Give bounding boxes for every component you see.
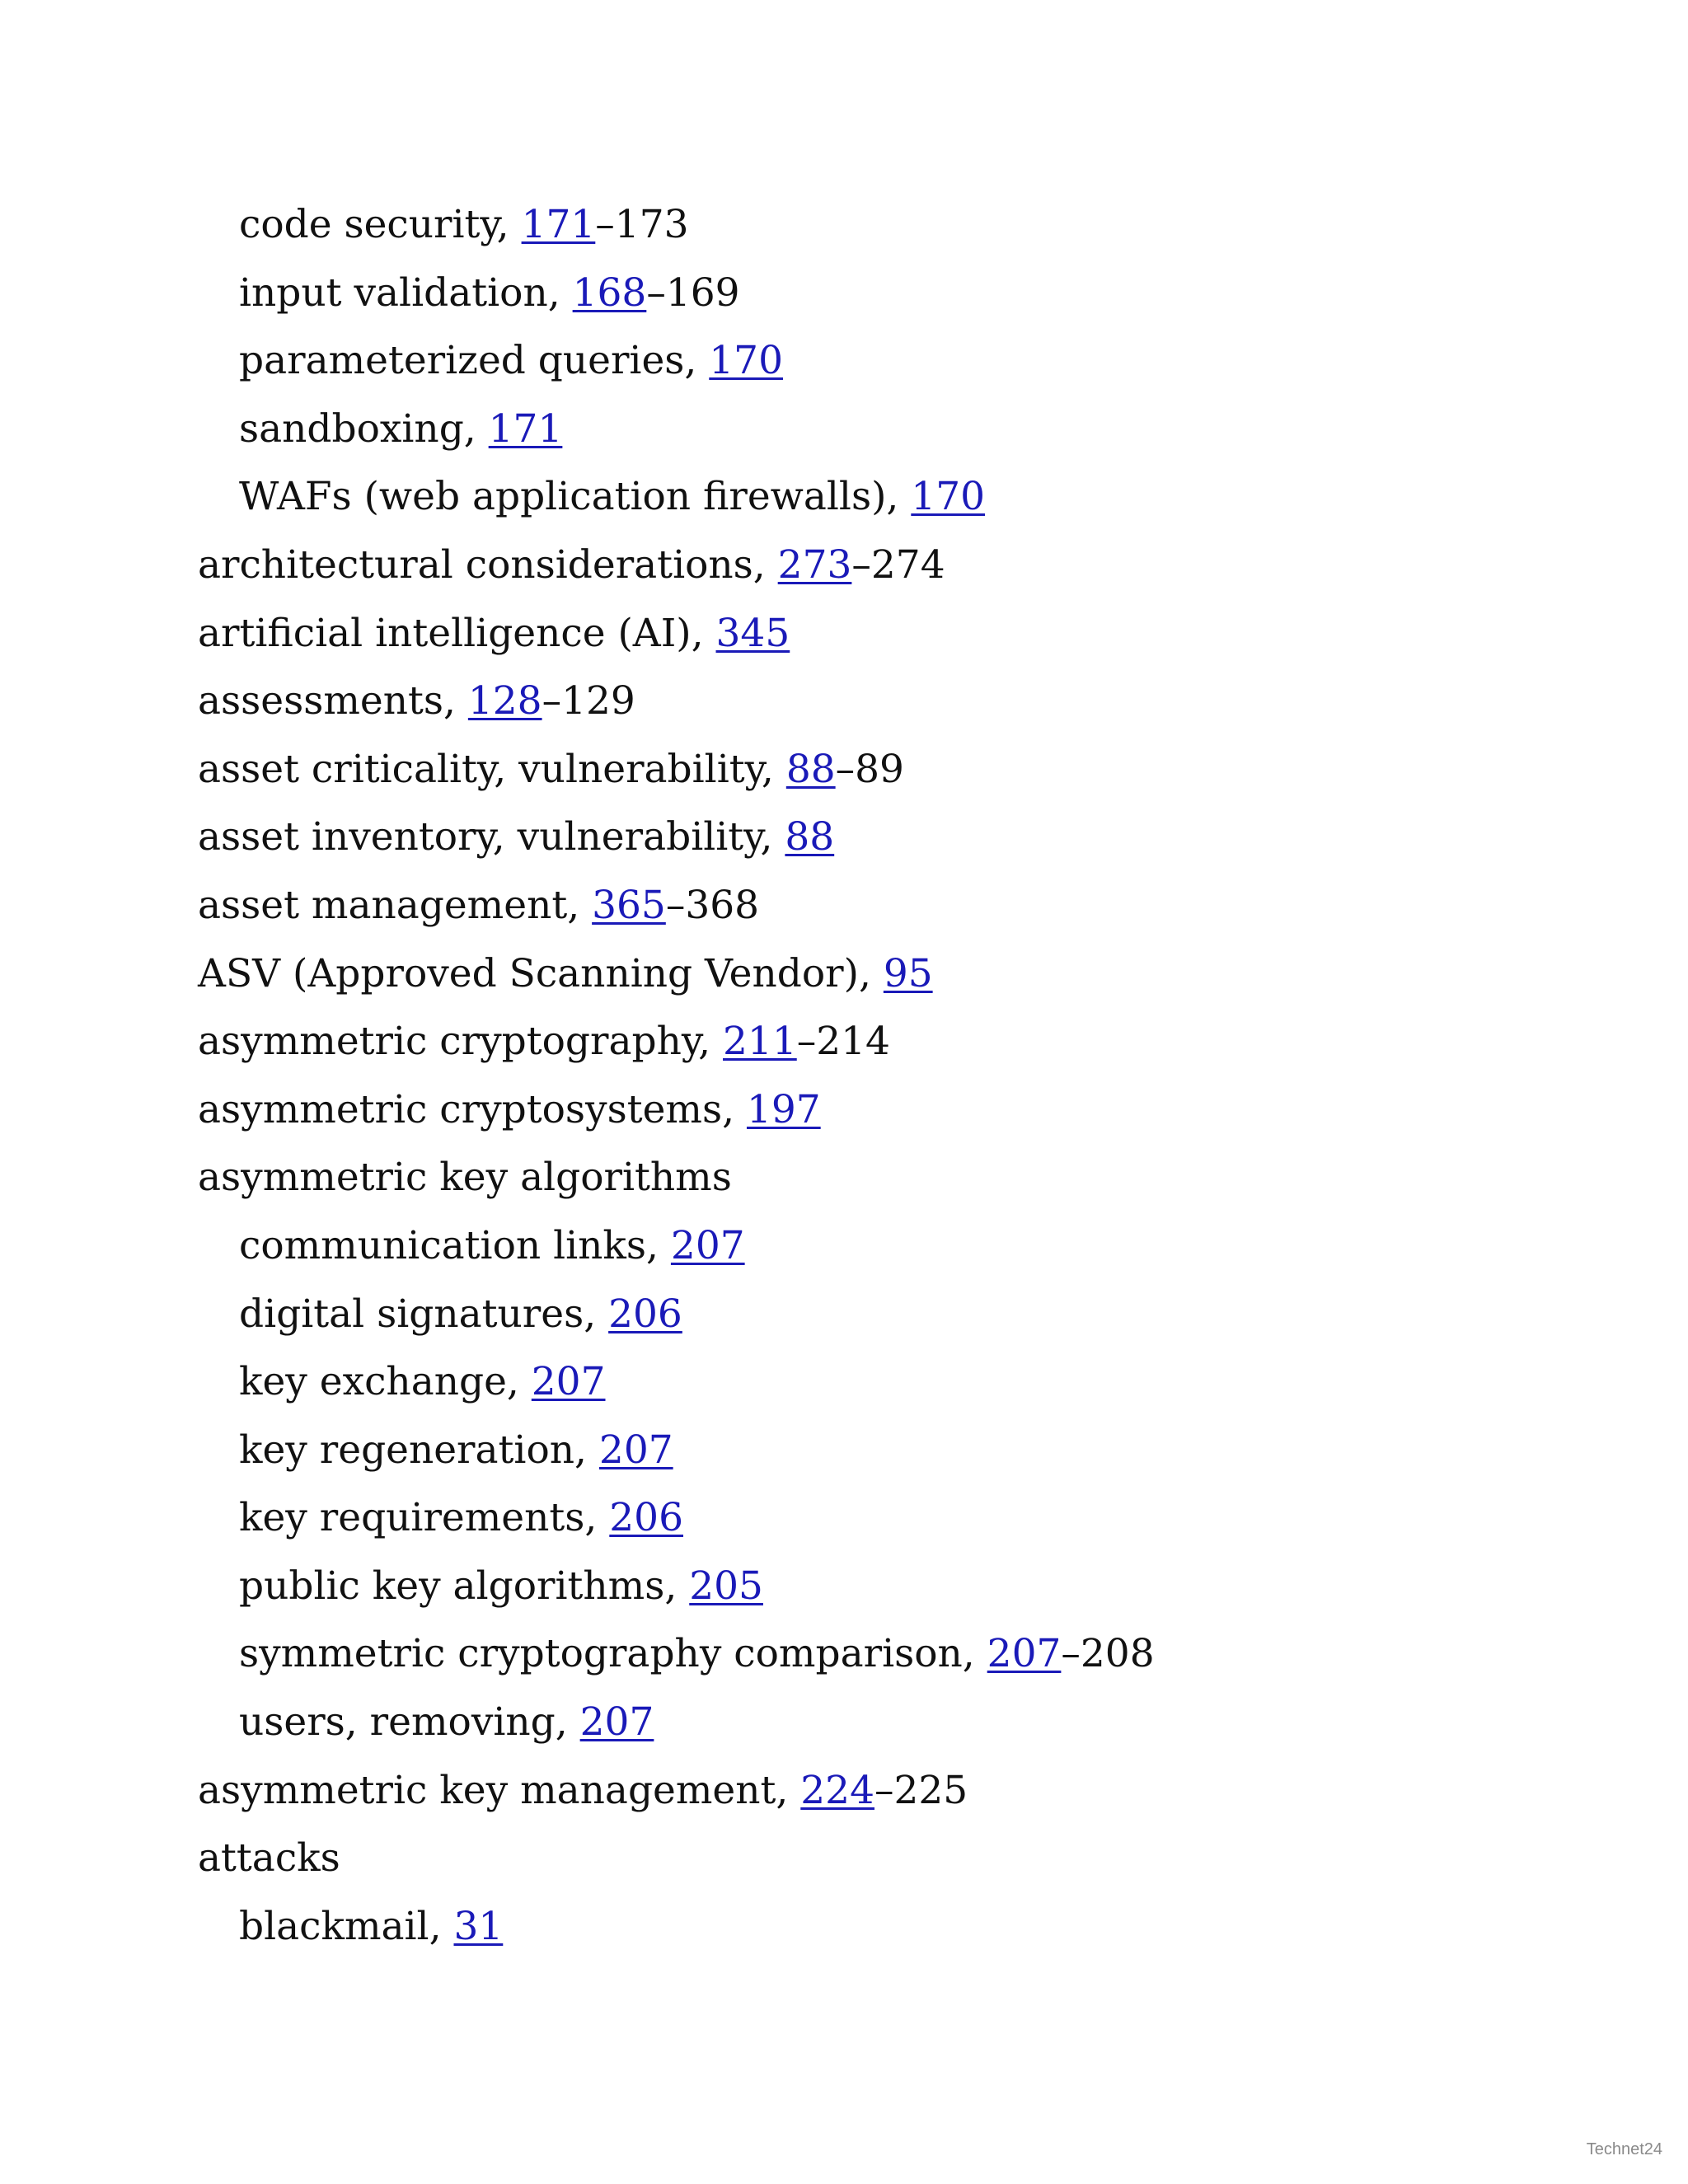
index-subentry [198, 396, 1599, 464]
page-range-end: –89 [835, 746, 904, 792]
index-term: attacks [198, 1835, 340, 1882]
page-link[interactable]: 88 [785, 814, 835, 860]
page-range-end: –214 [796, 1019, 890, 1065]
page-link[interactable]: 170 [911, 474, 986, 520]
page-link[interactable]: 206 [609, 1495, 683, 1541]
index-subentry [198, 1484, 1599, 1553]
index-term: symmetric cryptography comparison, [239, 1631, 987, 1677]
index-term: users, removing, [239, 1699, 580, 1746]
index-term: ASV (Approved Scanning Vendor), [198, 950, 884, 996]
page-link[interactable]: 345 [715, 610, 790, 656]
index-term: sandboxing, [239, 405, 489, 452]
index-entry [198, 1825, 1599, 1893]
page-link[interactable]: 206 [608, 1291, 682, 1337]
index-subentry [198, 260, 1599, 328]
index-entry [198, 600, 1599, 668]
page-range-end: –169 [646, 269, 740, 316]
page-link[interactable]: 207 [579, 1699, 654, 1746]
page-link[interactable]: 205 [689, 1563, 763, 1609]
index-subentry [198, 463, 1599, 532]
page-link[interactable]: 197 [746, 1086, 821, 1132]
page-link[interactable]: 207 [670, 1222, 745, 1268]
page-link[interactable]: 88 [785, 746, 836, 792]
page-link[interactable]: 171 [488, 405, 563, 452]
index-subentry [198, 1553, 1599, 1621]
page-link[interactable]: 171 [521, 202, 596, 247]
index-term: asset inventory, vulnerability, [198, 814, 785, 860]
index-term: code security, [239, 202, 522, 247]
index-entry [198, 804, 1599, 872]
index-term: key regeneration, [239, 1427, 599, 1473]
index-subentry [198, 1348, 1599, 1417]
index-entry [198, 872, 1599, 940]
index-list [198, 191, 1599, 1961]
page-link[interactable]: 128 [467, 678, 542, 724]
index-subentry [198, 1417, 1599, 1485]
index-entry [198, 1144, 1599, 1212]
page-link[interactable]: 207 [531, 1359, 606, 1405]
index-subentry [198, 1212, 1599, 1281]
index-term: WAFs (web application firewalls), [239, 474, 912, 520]
index-term: assessments, [198, 678, 468, 724]
page-range-end: –225 [874, 1767, 968, 1813]
index-subentry [198, 1893, 1599, 1961]
index-entry [198, 1008, 1599, 1076]
index-term: asymmetric key management, [198, 1767, 801, 1813]
page-link[interactable]: 170 [709, 338, 783, 384]
page-link[interactable]: 207 [987, 1631, 1062, 1677]
index-entry [198, 1076, 1599, 1145]
index-term: asset criticality, vulnerability, [198, 746, 786, 792]
page-range-end: –173 [595, 202, 689, 247]
page-range-end: –208 [1061, 1631, 1155, 1677]
index-term: key requirements, [239, 1495, 610, 1541]
page-link[interactable]: 207 [598, 1427, 673, 1473]
index-entry [198, 532, 1599, 600]
index-term: parameterized queries, [239, 338, 710, 384]
index-entry [198, 1757, 1599, 1825]
page-range-end: –129 [542, 678, 635, 724]
index-term: key exchange, [239, 1359, 532, 1405]
watermark: Technet24 [1586, 2140, 1662, 2158]
index-term: asymmetric cryptography, [198, 1019, 724, 1065]
index-term: communication links, [239, 1222, 671, 1268]
index-subentry [198, 1281, 1599, 1349]
index-subentry [198, 1620, 1599, 1689]
page-link[interactable]: 211 [723, 1019, 797, 1065]
index-term: architectural considerations, [198, 541, 778, 588]
page-range-end: –368 [665, 882, 760, 928]
index-entry [198, 940, 1599, 1009]
index-term: artificial intelligence (AI), [198, 610, 716, 656]
index-term: public key algorithms, [239, 1563, 690, 1609]
index-term: asset management, [198, 882, 593, 928]
index-subentry [198, 191, 1599, 260]
page-link[interactable]: 273 [777, 541, 852, 588]
page-link[interactable]: 31 [453, 1903, 504, 1949]
page-link[interactable]: 224 [800, 1767, 874, 1813]
index-entry [198, 668, 1599, 736]
index-subentry [198, 327, 1599, 396]
index-term: asymmetric cryptosystems, [198, 1086, 747, 1132]
index-subentry [198, 1689, 1599, 1757]
index-entry [198, 736, 1599, 804]
page-range-end: –274 [851, 541, 945, 588]
page-link[interactable]: 95 [883, 950, 933, 996]
index-term: input validation, [239, 269, 573, 316]
page-link[interactable]: 365 [592, 882, 666, 928]
index-term: asymmetric key algorithms [198, 1155, 732, 1201]
index-term: digital signatures, [239, 1291, 609, 1337]
page-link[interactable]: 168 [572, 269, 647, 316]
index-term: blackmail, [239, 1903, 454, 1949]
